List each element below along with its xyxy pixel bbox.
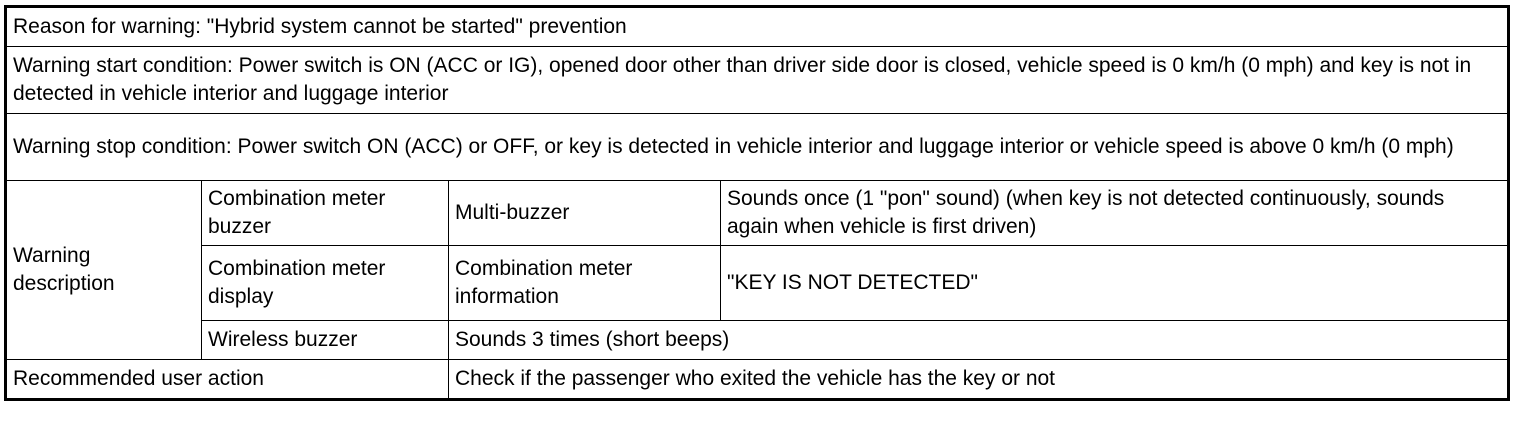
- start-condition-row: [6, 47, 1509, 114]
- type-cell: Multi-buzzer: [449, 181, 721, 246]
- warning-document: [4, 5, 1510, 401]
- recommended-action-label: Recommended user action: [6, 360, 449, 400]
- recommended-action-value: Check if the passenger who exited the vehicle has the key or not: [449, 360, 1509, 400]
- recommended-action-row: [6, 360, 1509, 400]
- type-cell: Combination meter information: [449, 246, 721, 321]
- warning-description-row: [6, 321, 1509, 360]
- device-cell: Combination meter display: [202, 246, 449, 321]
- warning-description-row: [6, 181, 1509, 246]
- reason-cell: Reason for warning: "Hybrid system cannot be started" prevention: [6, 7, 1509, 47]
- start-condition-cell: Warning start condition: Power switch is ON (ACC or IG), opened door other than driver side door is closed, vehicle speed is 0 km/h (0 mph) and key is not in detected in vehicle interior and luggage interior: [6, 47, 1509, 114]
- warning-description-row: [6, 246, 1509, 321]
- device-cell: Combination meter buzzer: [202, 181, 449, 246]
- detail-cell: Sounds 3 times (short beeps): [449, 321, 1509, 360]
- detail-cell: Sounds once (1 "pon" sound) (when key is not detected continuously, sounds again when vehicle is first driven): [721, 181, 1509, 246]
- detail-cell: "KEY IS NOT DETECTED": [721, 246, 1509, 321]
- warning-table: [4, 5, 1510, 401]
- warning-description-label: Warning description: [6, 181, 202, 360]
- reason-row: [6, 7, 1509, 47]
- stop-condition-cell: Warning stop condition: Power switch ON (ACC) or OFF, or key is detected in vehicle interior and luggage interior or vehicle speed is above 0 km/h (0 mph): [6, 114, 1509, 181]
- device-cell: Wireless buzzer: [202, 321, 449, 360]
- stop-condition-row: [6, 114, 1509, 181]
